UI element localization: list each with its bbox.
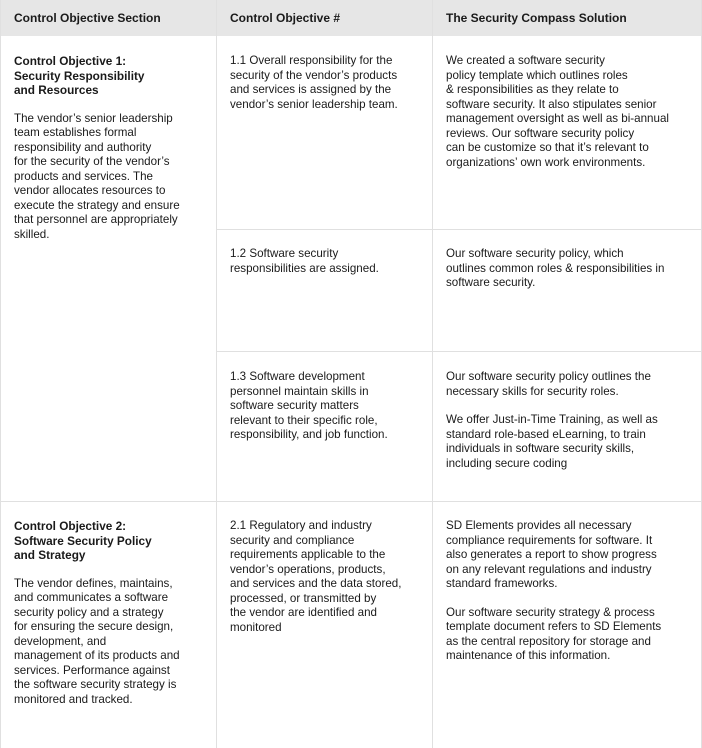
section-1-title xyxy=(14,54,209,98)
objective-line: 1.3 Software development xyxy=(230,370,365,383)
objective-2-1-cell xyxy=(230,519,426,635)
section-1-title-line: Control Objective 1: xyxy=(14,54,127,68)
solution-line: can be customize so that it’s relevant to xyxy=(446,141,649,154)
solution-line: on any relevant regulations and industry xyxy=(446,562,652,576)
section-1-desc-line: team establishes formal xyxy=(14,126,137,139)
solution-line: organizations’ own work environments. xyxy=(446,155,646,169)
row-divider-1-1 xyxy=(216,229,702,230)
solution-line: compliance requirements for software. It xyxy=(446,533,653,547)
solution-paragraph xyxy=(446,370,696,399)
objective-line: 1.1 Overall responsibility for the xyxy=(230,54,393,67)
solution-paragraph xyxy=(446,606,696,664)
solution-1-3-cell xyxy=(446,370,696,471)
solution-line: management oversight as well as bi-annual xyxy=(446,112,669,125)
section-2-desc-line: security policy and a strategy xyxy=(14,605,164,619)
objective-line: and services is assigned by the xyxy=(230,83,392,96)
solution-1-2-cell xyxy=(446,247,696,291)
objective-line: the vendor are identified and xyxy=(230,606,377,619)
section-1-title-line: and Resources xyxy=(14,83,99,97)
solution-line: template document refers to SD Elements xyxy=(446,620,662,633)
objective-line: security of the vendor’s products xyxy=(230,68,398,82)
objective-line: vendor’s senior leadership team. xyxy=(230,97,398,111)
objective-line: 1.2 Software security xyxy=(230,247,339,260)
solution-line: software security. xyxy=(446,276,536,289)
header-security-compass-solution: The Security Compass Solution xyxy=(446,11,627,25)
objective-line: responsibilities are assigned. xyxy=(230,261,379,275)
solution-line: reviews. Our software security policy xyxy=(446,126,635,140)
section-2-title-line: and Strategy xyxy=(14,548,86,562)
section-2-desc-line: The vendor defines, maintains, xyxy=(14,576,173,590)
section-1-desc-line: skilled. xyxy=(14,227,50,241)
solution-line: including secure coding xyxy=(446,456,568,470)
section-2-desc-line: development, and xyxy=(14,634,107,648)
objective-line: responsibility, and job function. xyxy=(230,428,388,441)
section-2-desc-line: for ensuring the secure design, xyxy=(14,620,174,633)
solution-line: Our software security strategy & process xyxy=(446,605,655,619)
solution-line: standard frameworks. xyxy=(446,577,558,590)
header-control-objective-number: Control Objective # xyxy=(230,11,341,25)
section-1-desc-line: vendor allocates resources to xyxy=(14,184,166,197)
objective-line: and services and the data stored, xyxy=(230,577,402,590)
objective-line: processed, or transmitted by xyxy=(230,591,377,605)
solution-line: Our software security policy outlines the xyxy=(446,370,651,383)
column-divider-2 xyxy=(432,0,433,748)
header-control-objective-section: Control Objective Section xyxy=(14,11,161,25)
objective-line: 2.1 Regulatory and industry xyxy=(230,519,372,532)
solution-line: policy template which outlines roles xyxy=(446,68,628,82)
solution-line: standard role-based eLearning, to train xyxy=(446,427,646,441)
section-1-desc-line: for the security of the vendor’s xyxy=(14,155,170,168)
section-1-desc-line: that personnel are appropriately xyxy=(14,213,178,226)
table-header xyxy=(0,0,702,36)
objective-line: software security matters xyxy=(230,399,359,412)
objective-line: relevant to their specific role, xyxy=(230,413,378,427)
objective-line: vendor’s operations, products, xyxy=(230,562,386,576)
solution-line: We created a software security xyxy=(446,54,605,67)
solution-line: software security. It also stipulates senior xyxy=(446,97,657,111)
solution-paragraph xyxy=(446,413,696,471)
section-2-desc-line: services. Performance against xyxy=(14,663,170,677)
section-1-desc-line: responsibility and authority xyxy=(14,140,152,154)
solution-paragraph xyxy=(446,247,696,291)
section-2-description xyxy=(14,577,209,708)
section-2-desc-line: management of its products and xyxy=(14,649,180,662)
section-divider xyxy=(0,501,702,502)
solution-2-1-cell xyxy=(446,519,696,664)
solution-line: SD Elements provides all necessary xyxy=(446,519,632,532)
section-1-cell xyxy=(14,54,209,242)
solution-line: & responsibilities as they relate to xyxy=(446,83,619,96)
section-2-title-line: Software Security Policy xyxy=(14,533,152,548)
section-2-desc-line: the software security strategy is xyxy=(14,678,177,691)
section-2-cell xyxy=(14,519,209,707)
column-divider-1 xyxy=(216,0,217,748)
section-1-description xyxy=(14,112,209,243)
section-2-desc-line: and communicates a software xyxy=(14,591,169,604)
solution-line: We offer Just-in-Time Training, as well as xyxy=(446,413,658,426)
section-2-desc-line: monitored and tracked. xyxy=(14,692,133,706)
objective-1-2-cell xyxy=(230,247,426,276)
section-1-title-line: Security Responsibility xyxy=(14,68,145,83)
solution-line: individuals in software security skills, xyxy=(446,442,635,455)
solution-paragraph xyxy=(446,519,696,592)
solution-line: necessary skills for security roles. xyxy=(446,384,619,398)
solution-line: as the central repository for storage and xyxy=(446,634,651,648)
objective-line: personnel maintain skills in xyxy=(230,384,369,398)
objective-line: requirements applicable to the xyxy=(230,548,386,561)
section-2-title-line: Control Objective 2: xyxy=(14,519,127,533)
objective-1-3-cell xyxy=(230,370,426,443)
objective-line: security and compliance xyxy=(230,533,355,547)
section-1-desc-line: products and services. The xyxy=(14,169,153,183)
solution-1-1-cell xyxy=(446,54,696,170)
section-1-desc-line: execute the strategy and ensure xyxy=(14,198,180,212)
objective-line: monitored xyxy=(230,620,282,634)
solution-line: also generates a report to show progress xyxy=(446,548,657,561)
solution-paragraph xyxy=(446,54,696,170)
solution-line: outlines common roles & responsibilities in xyxy=(446,261,665,275)
section-1-desc-line: The vendor’s senior leadership xyxy=(14,111,173,125)
solution-line: Our software security policy, which xyxy=(446,247,624,260)
section-2-title xyxy=(14,519,209,563)
objective-1-1-cell xyxy=(230,54,426,112)
row-divider-1-2 xyxy=(216,351,702,352)
table-border-left xyxy=(0,0,1,748)
solution-line: maintenance of this information. xyxy=(446,649,611,662)
